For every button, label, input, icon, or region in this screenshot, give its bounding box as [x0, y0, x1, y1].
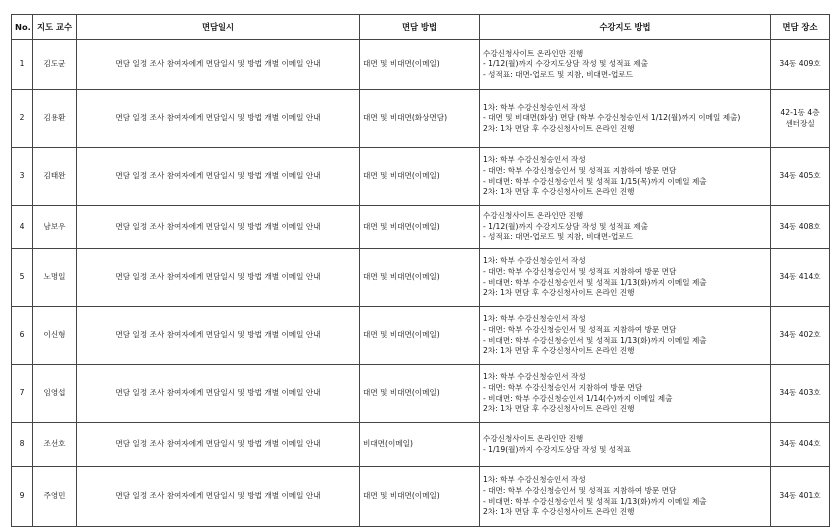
location-line: 34동 403호 [779, 388, 821, 398]
table-header-row [12, 15, 830, 40]
table-row [12, 90, 830, 148]
guidance-line: 2차: 1차 면담 후 수강신청사이트 온라인 진행 [483, 123, 635, 133]
row-number: 5 [12, 249, 33, 307]
guidance-line: 2차: 1차 면담 후 수강신청사이트 온라인 진행 [483, 288, 635, 298]
table-row [12, 206, 830, 249]
schedule-cell: 면담 일정 조사 참여자에게 면담일시 및 방법 개별 이메일 안내 [77, 249, 360, 307]
location-line: 34동 409호 [779, 59, 821, 69]
schedule-cell: 면담 일정 조사 참여자에게 면담일시 및 방법 개별 이메일 안내 [77, 423, 360, 467]
location-line: 센터장실 [785, 118, 815, 128]
guidance-line: 1차: 학부 수강신청승인서 작성 [483, 102, 586, 112]
schedule-cell: 면담 일정 조사 참여자에게 면담일시 및 방법 개별 이메일 안내 [77, 206, 360, 249]
header-professor: 지도 교수 [33, 15, 77, 40]
method-cell: 대면 및 비대면(화상면담) [360, 90, 480, 148]
guidance-line: - 대면: 학부 수강신청승인서 지참하여 방문 면담 [483, 382, 643, 392]
guidance-line: - 비대면: 학부 수강신청승인서 및 성적표 1/13(화)까지 이메일 제출 [483, 277, 707, 287]
row-number: 8 [12, 423, 33, 467]
location-cell [771, 307, 830, 365]
method-cell: 대면 및 비대면(이메일) [360, 249, 480, 307]
guidance-line: - 1/12(월)까지 수강지도상담 작성 및 성적표 제출 [483, 221, 648, 231]
location-cell [771, 423, 830, 467]
guidance-line: 1차: 학부 수강신청승인서 작성 [483, 155, 586, 165]
row-number: 1 [12, 40, 33, 90]
header-no: No. [12, 15, 33, 40]
location-line: 34동 405호 [779, 171, 821, 181]
schedule-cell: 면담 일정 조사 참여자에게 면담일시 및 방법 개별 이메일 안내 [77, 90, 360, 148]
professor-name: 임영섭 [33, 365, 77, 423]
method-cell: 대면 및 비대면(이메일) [360, 40, 480, 90]
method-cell: 대면 및 비대면(이메일) [360, 467, 480, 527]
header-method: 면담 방법 [360, 15, 480, 40]
professor-name: 주영민 [33, 467, 77, 527]
guidance-line: 수강신청사이트 온라인만 진행 [483, 433, 584, 443]
row-number: 3 [12, 148, 33, 206]
guidance-line: - 대면 및 비대면(화상) 면담 (학부 수강신청승인서 1/12(월)까지 이메일 제출) [483, 113, 741, 123]
table-row [12, 148, 830, 206]
location-line: 42-1동 4층 [780, 107, 820, 117]
guidance-line: 수강신청사이트 온라인만 진행 [483, 211, 584, 221]
guidance-line: 2차: 1차 면담 후 수강신청사이트 온라인 진행 [483, 404, 635, 414]
location-cell [771, 206, 830, 249]
professor-name: 남보우 [33, 206, 77, 249]
advising-schedule-table [11, 14, 830, 527]
row-number: 9 [12, 467, 33, 527]
guidance-cell [480, 40, 771, 90]
guidance-line: - 비대면: 학부 수강신청승인서 및 성적표 1/15(목)까지 이메일 제출 [483, 176, 707, 186]
guidance-line: 2차: 1차 면담 후 수강신청사이트 온라인 진행 [483, 187, 635, 197]
location-line: 34동 404호 [779, 439, 821, 449]
professor-name: 김태완 [33, 148, 77, 206]
location-line: 34동 414호 [779, 272, 821, 282]
guidance-line: - 비대면: 학부 수강신청승인서 1/14(수)까지 이메일 제출 [483, 393, 673, 403]
schedule-cell: 면담 일정 조사 참여자에게 면담일시 및 방법 개별 이메일 안내 [77, 467, 360, 527]
method-cell: 비대면(이메일) [360, 423, 480, 467]
guidance-line: 1차: 학부 수강신청승인서 작성 [483, 372, 586, 382]
professor-name: 조선호 [33, 423, 77, 467]
guidance-cell [480, 307, 771, 365]
table-row [12, 423, 830, 467]
method-cell: 대면 및 비대면(이메일) [360, 148, 480, 206]
guidance-line: - 성적표: 대면-업로드 및 지참, 비대면-업로드 [483, 69, 633, 79]
method-cell: 대면 및 비대면(이메일) [360, 307, 480, 365]
guidance-line: 1차: 학부 수강신청승인서 작성 [483, 256, 586, 266]
guidance-line: 수강신청사이트 온라인만 진행 [483, 48, 584, 58]
professor-name: 김도균 [33, 40, 77, 90]
table-row [12, 40, 830, 90]
location-line: 34동 408호 [779, 221, 821, 231]
guidance-cell [480, 423, 771, 467]
table-row [12, 467, 830, 527]
row-number: 2 [12, 90, 33, 148]
header-guidance: 수강지도 방법 [480, 15, 771, 40]
table-body [12, 40, 830, 527]
guidance-line: - 비대면: 학부 수강신청승인서 및 성적표 1/13(화)까지 이메일 제출 [483, 335, 707, 345]
professor-name: 이신형 [33, 307, 77, 365]
guidance-cell [480, 249, 771, 307]
location-cell [771, 467, 830, 527]
schedule-cell: 면담 일정 조사 참여자에게 면담일시 및 방법 개별 이메일 안내 [77, 148, 360, 206]
method-cell: 대면 및 비대면(이메일) [360, 206, 480, 249]
location-cell [771, 249, 830, 307]
guidance-cell [480, 206, 771, 249]
guidance-line: 2차: 1차 면담 후 수강신청사이트 온라인 진행 [483, 507, 635, 517]
professor-name: 김용환 [33, 90, 77, 148]
method-cell: 대면 및 비대면(이메일) [360, 365, 480, 423]
header-location: 면담 장소 [771, 15, 830, 40]
location-line: 34동 402호 [779, 330, 821, 340]
guidance-cell [480, 467, 771, 527]
table-row [12, 307, 830, 365]
guidance-line: - 대면: 학부 수강신청승인서 및 성적표 지참하여 방문 면담 [483, 165, 677, 175]
location-line: 34동 401호 [779, 491, 821, 501]
guidance-line: - 1/19(월)까지 수강지도상담 작성 및 성적표 [483, 444, 631, 454]
location-cell [771, 365, 830, 423]
header-schedule: 면담일시 [77, 15, 360, 40]
professor-name: 노명일 [33, 249, 77, 307]
guidance-cell [480, 148, 771, 206]
guidance-line: - 대면: 학부 수강신청승인서 및 성적표 지참하여 방문 면담 [483, 266, 677, 276]
location-cell [771, 90, 830, 148]
schedule-cell: 면담 일정 조사 참여자에게 면담일시 및 방법 개별 이메일 안내 [77, 365, 360, 423]
table-row [12, 249, 830, 307]
table-row [12, 365, 830, 423]
schedule-cell: 면담 일정 조사 참여자에게 면담일시 및 방법 개별 이메일 안내 [77, 307, 360, 365]
guidance-line: - 비대면: 학부 수강신청승인서 및 성적표 1/13(화)까지 이메일 제출 [483, 496, 707, 506]
guidance-cell [480, 365, 771, 423]
guidance-line: 1차: 학부 수강신청승인서 작성 [483, 475, 586, 485]
guidance-line: - 대면: 학부 수강신청승인서 및 성적표 지참하여 방문 면담 [483, 324, 677, 334]
row-number: 7 [12, 365, 33, 423]
guidance-line: - 1/12(월)까지 수강지도상담 작성 및 성적표 제출 [483, 59, 648, 69]
guidance-cell [480, 90, 771, 148]
location-cell [771, 148, 830, 206]
row-number: 4 [12, 206, 33, 249]
schedule-cell: 면담 일정 조사 참여자에게 면담일시 및 방법 개별 이메일 안내 [77, 40, 360, 90]
guidance-line: 2차: 1차 면담 후 수강신청사이트 온라인 진행 [483, 346, 635, 356]
guidance-line: - 성적표: 대면-업로드 및 지참, 비대면-업로드 [483, 232, 633, 242]
row-number: 6 [12, 307, 33, 365]
guidance-line: - 대면: 학부 수강신청승인서 및 성적표 지참하여 방문 면담 [483, 485, 677, 495]
location-cell [771, 40, 830, 90]
guidance-line: 1차: 학부 수강신청승인서 작성 [483, 314, 586, 324]
